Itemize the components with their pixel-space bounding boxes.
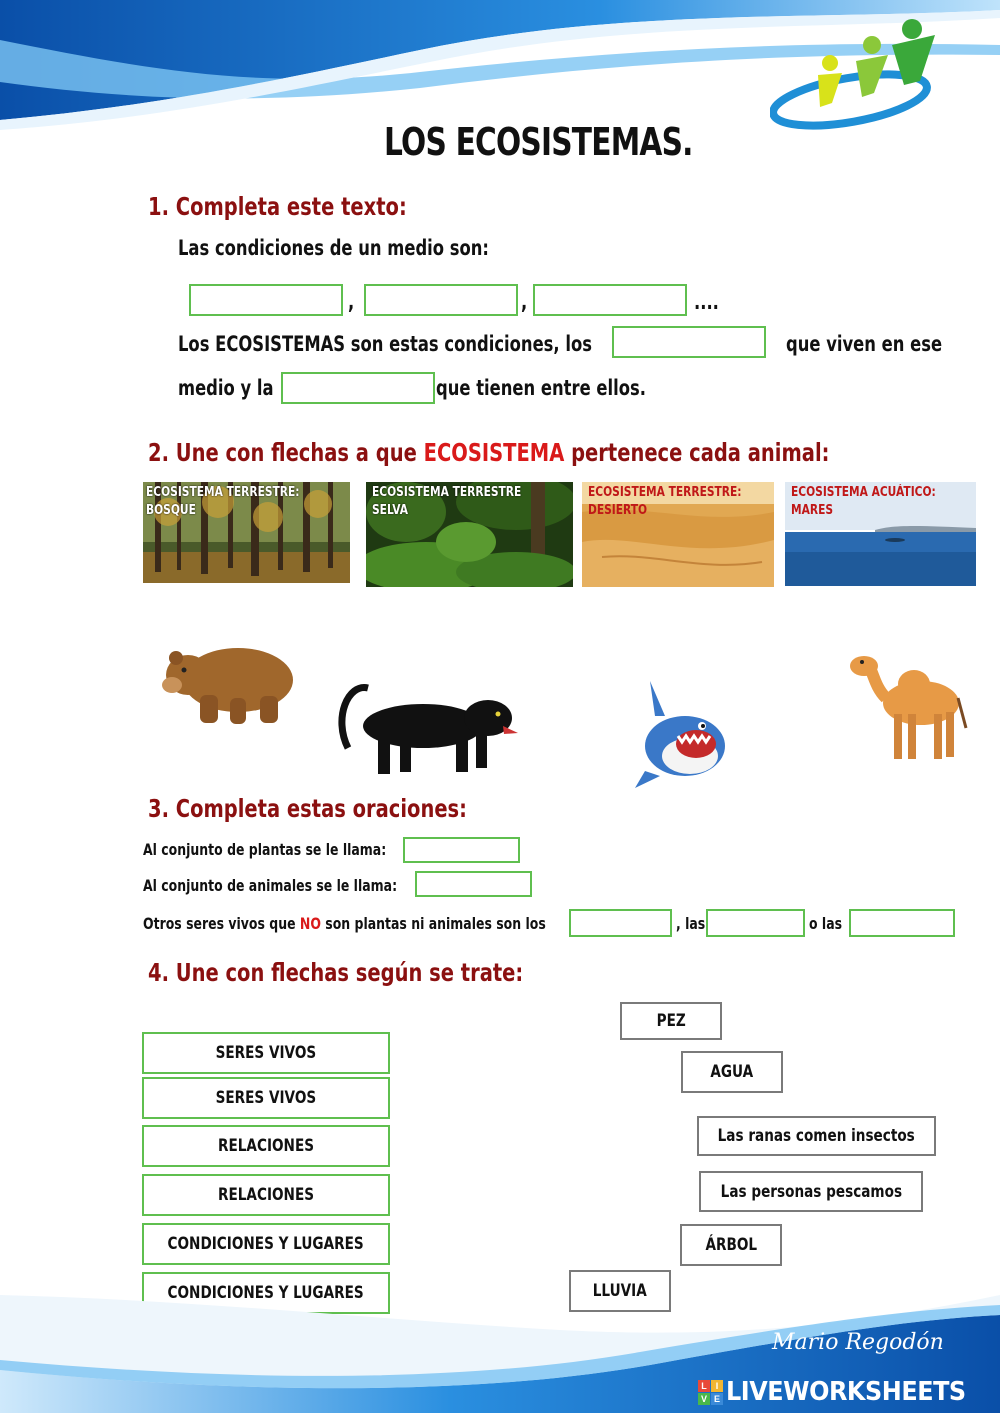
section2-heading-start: 2. Une con flechas a que xyxy=(148,438,417,467)
sea-label: ECOSISTEMA ACUÁTICO: MARES xyxy=(791,485,936,518)
condition-field-1[interactable] xyxy=(189,284,343,316)
section2-heading-highlight: ECOSISTEMA xyxy=(423,438,565,467)
sentence-plants: Al conjunto de plantas se le llama: xyxy=(143,840,387,859)
condition-field-2[interactable] xyxy=(364,284,518,316)
desert-label: ECOSISTEMA TERRESTRE: DESIERTO xyxy=(588,485,742,518)
comma-1: , xyxy=(348,290,355,314)
sea-photo xyxy=(785,482,976,586)
relations-field[interactable] xyxy=(281,372,435,404)
sentence-other-a: Otros seres vivos que xyxy=(143,914,296,933)
section1-line3-end: que tienen entre ellos. xyxy=(436,376,646,400)
match-left-5[interactable]: CONDICIONES Y LUGARES xyxy=(142,1223,390,1265)
match-right-ranas[interactable]: Las ranas comen insectos xyxy=(697,1116,936,1156)
forest-photo xyxy=(143,482,350,583)
author-signature: Mario Regodón xyxy=(772,1330,944,1355)
desert-photo xyxy=(582,482,774,587)
sentence-animals: Al conjunto de animales se le llama: xyxy=(143,876,398,895)
other-beings-field-3[interactable] xyxy=(849,909,955,937)
sentence-other-b: son plantas ni animales son los xyxy=(325,914,546,933)
section1-line2-end: que viven en ese xyxy=(786,332,943,356)
section1-line2-start: Los ECOSISTEMAS son estas condiciones, los xyxy=(178,332,592,356)
match-left-6[interactable]: CONDICIONES Y LUGARES xyxy=(142,1272,390,1314)
match-right-lluvia[interactable]: LLUVIA xyxy=(569,1270,671,1312)
match-right-pez[interactable]: PEZ xyxy=(620,1002,722,1040)
badge-v: V xyxy=(698,1393,710,1405)
live-badge xyxy=(698,1380,723,1405)
other-beings-field-2[interactable] xyxy=(706,909,805,937)
section1-line1: Las condiciones de un medio son: xyxy=(178,236,489,260)
ellipsis: .... xyxy=(694,290,719,314)
sentence-other-las: , las xyxy=(676,914,706,933)
match-right-arbol[interactable]: ÁRBOL xyxy=(680,1224,782,1266)
match-right-personas[interactable]: Las personas pescamos xyxy=(699,1171,923,1212)
comma-2: , xyxy=(521,290,528,314)
section2-heading xyxy=(148,438,829,467)
match-left-1[interactable]: SERES VIVOS xyxy=(142,1032,390,1074)
animals-field[interactable] xyxy=(415,871,532,897)
page-title: LOS ECOSISTEMAS. xyxy=(384,120,693,164)
condition-field-3[interactable] xyxy=(533,284,687,316)
camel-picture[interactable] xyxy=(846,648,970,766)
match-left-4[interactable]: RELACIONES xyxy=(142,1174,390,1216)
match-left-2[interactable]: SERES VIVOS xyxy=(142,1077,390,1119)
living-beings-field[interactable] xyxy=(612,326,766,358)
people-logo xyxy=(770,15,945,130)
badge-l: L xyxy=(698,1380,710,1392)
shark-picture[interactable] xyxy=(630,676,732,792)
black-panther-picture[interactable] xyxy=(338,678,520,778)
no-highlight: NO xyxy=(299,914,321,933)
section2-heading-end: pertenece cada animal: xyxy=(571,438,830,467)
match-left-3[interactable]: RELACIONES xyxy=(142,1125,390,1167)
plants-field[interactable] xyxy=(403,837,520,863)
sentence-other-start xyxy=(143,914,546,933)
jungle-label: ECOSISTEMA TERRESTRE SELVA xyxy=(372,485,522,518)
forest-label: ECOSISTEMA TERRESTRE: BOSQUE xyxy=(146,485,300,518)
liveworksheets-logo xyxy=(698,1377,987,1407)
other-beings-field-1[interactable] xyxy=(569,909,672,937)
section3-heading: 3. Completa estas oraciones: xyxy=(148,794,467,823)
brand-text: LIVEWORKSHEETS xyxy=(726,1377,966,1407)
bear-picture[interactable] xyxy=(160,630,298,728)
badge-i: I xyxy=(711,1380,723,1392)
badge-e: E xyxy=(711,1393,723,1405)
jungle-photo xyxy=(366,482,573,587)
section1-line3-start: medio y la xyxy=(178,376,274,400)
sentence-other-olas: o las xyxy=(809,914,843,933)
match-right-agua[interactable]: AGUA xyxy=(681,1051,783,1093)
section1-heading: 1. Completa este texto: xyxy=(148,192,407,221)
section4-heading: 4. Une con flechas según se trate: xyxy=(148,958,524,987)
